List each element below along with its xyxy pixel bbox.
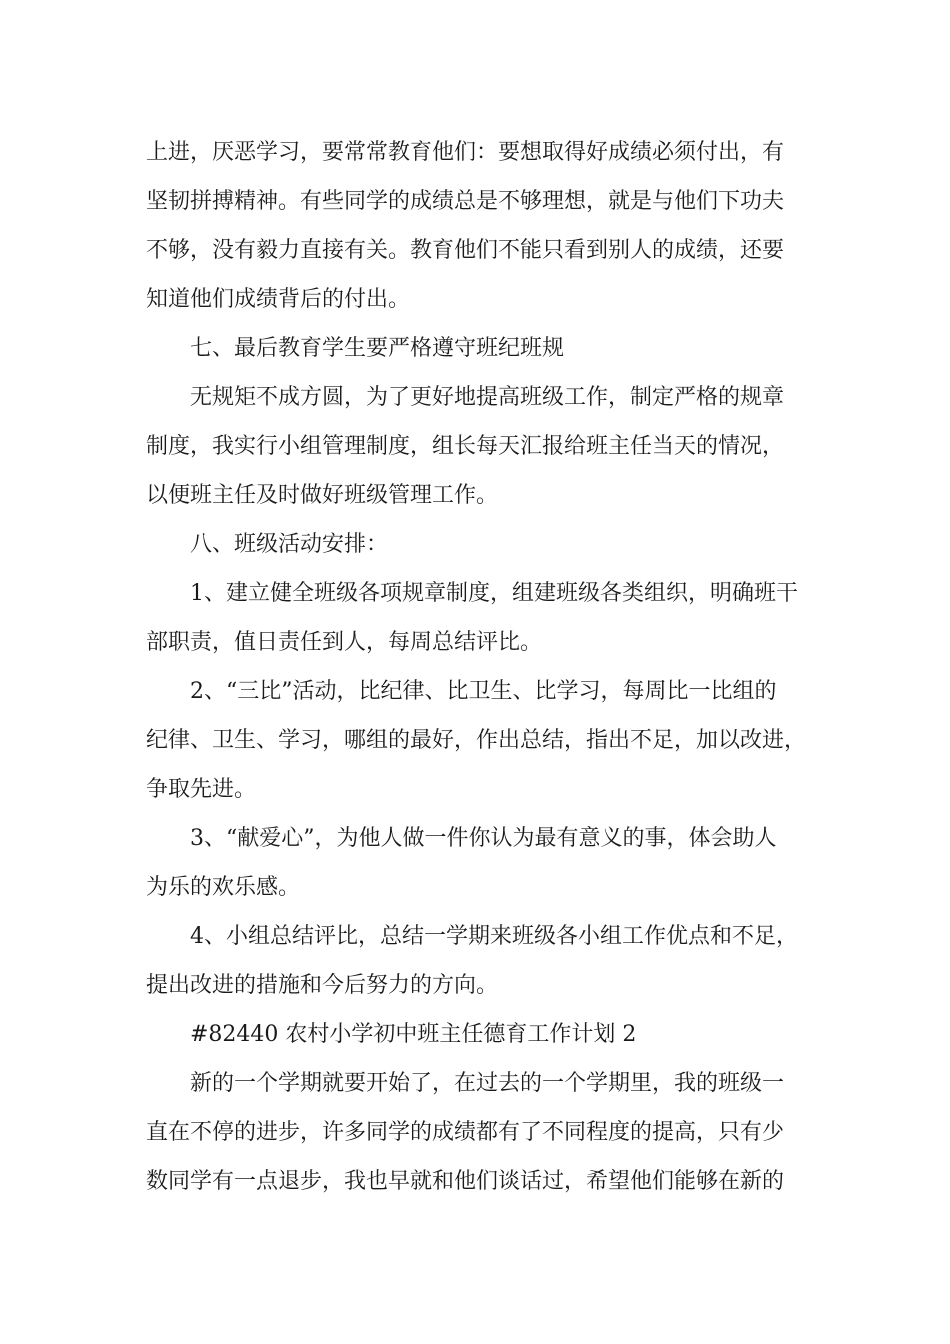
text-line: 2、“三比”活动，比纪律、比卫生、比学习，每周比一比组的	[190, 679, 777, 704]
document-title-plan-2	[146, 1010, 826, 1059]
list-item-3	[146, 814, 826, 912]
title-line: #82440 农村小学初中班主任德育工作计划 2	[190, 1022, 637, 1047]
list-item-2	[146, 667, 826, 814]
text-line: 无规矩不成方圆，为了更好地提高班级工作，制定严格的规章	[190, 385, 785, 410]
paragraph-class-rules	[146, 373, 826, 520]
section-heading-seven	[146, 324, 826, 373]
text-line: 坚韧拼搏精神。有些同学的成绩总是不够理想，就是与他们下功夫	[146, 189, 785, 214]
document-body	[146, 128, 826, 1206]
text-line: 纪律、卫生、学习，哪组的最好，作出总结，指出不足，加以改进，	[146, 728, 807, 753]
section-heading-eight	[146, 520, 826, 569]
text-line: 知道他们成绩背后的付出。	[146, 287, 411, 312]
text-line: 4、小组总结评比，总结一学期来班级各小组工作优点和不足，	[190, 924, 798, 949]
text-line: 1、建立健全班级各项规章制度，组建班级各类组织，明确班干	[190, 581, 798, 606]
list-item-4	[146, 912, 826, 1010]
text-line: 为乐的欢乐感。	[146, 875, 301, 900]
text-line: 直在不停的进步，许多同学的成绩都有了不同程度的提高，只有少	[146, 1120, 785, 1145]
paragraph-study-attitude	[146, 128, 826, 324]
list-item-1	[146, 569, 826, 667]
text-line: 数同学有一点退步，我也早就和他们谈话过，希望他们能够在新的	[146, 1169, 785, 1194]
text-line: 提出改进的措施和今后努力的方向。	[146, 973, 499, 998]
text-line: 新的一个学期就要开始了，在过去的一个学期里，我的班级一	[190, 1071, 785, 1096]
text-line: 不够，没有毅力直接有关。教育他们不能只看到别人的成绩，还要	[146, 238, 785, 263]
text-line: 制度，我实行小组管理制度，组长每天汇报给班主任当天的情况，	[146, 434, 785, 459]
text-line: 部职责，值日责任到人，每周总结评比。	[146, 630, 543, 655]
text-line: 3、“献爱心”，为他人做一件你认为最有意义的事，体会助人	[190, 826, 777, 851]
text-line: 争取先进。	[146, 777, 257, 802]
heading-line: 七、最后教育学生要严格遵守班纪班规	[190, 336, 565, 361]
heading-line: 八、班级活动安排：	[190, 532, 389, 557]
text-line: 以便班主任及时做好班级管理工作。	[146, 483, 499, 508]
text-line: 上进，厌恶学习，要常常教育他们：要想取得好成绩必须付出，有	[146, 140, 785, 165]
paragraph-new-semester	[146, 1059, 826, 1206]
